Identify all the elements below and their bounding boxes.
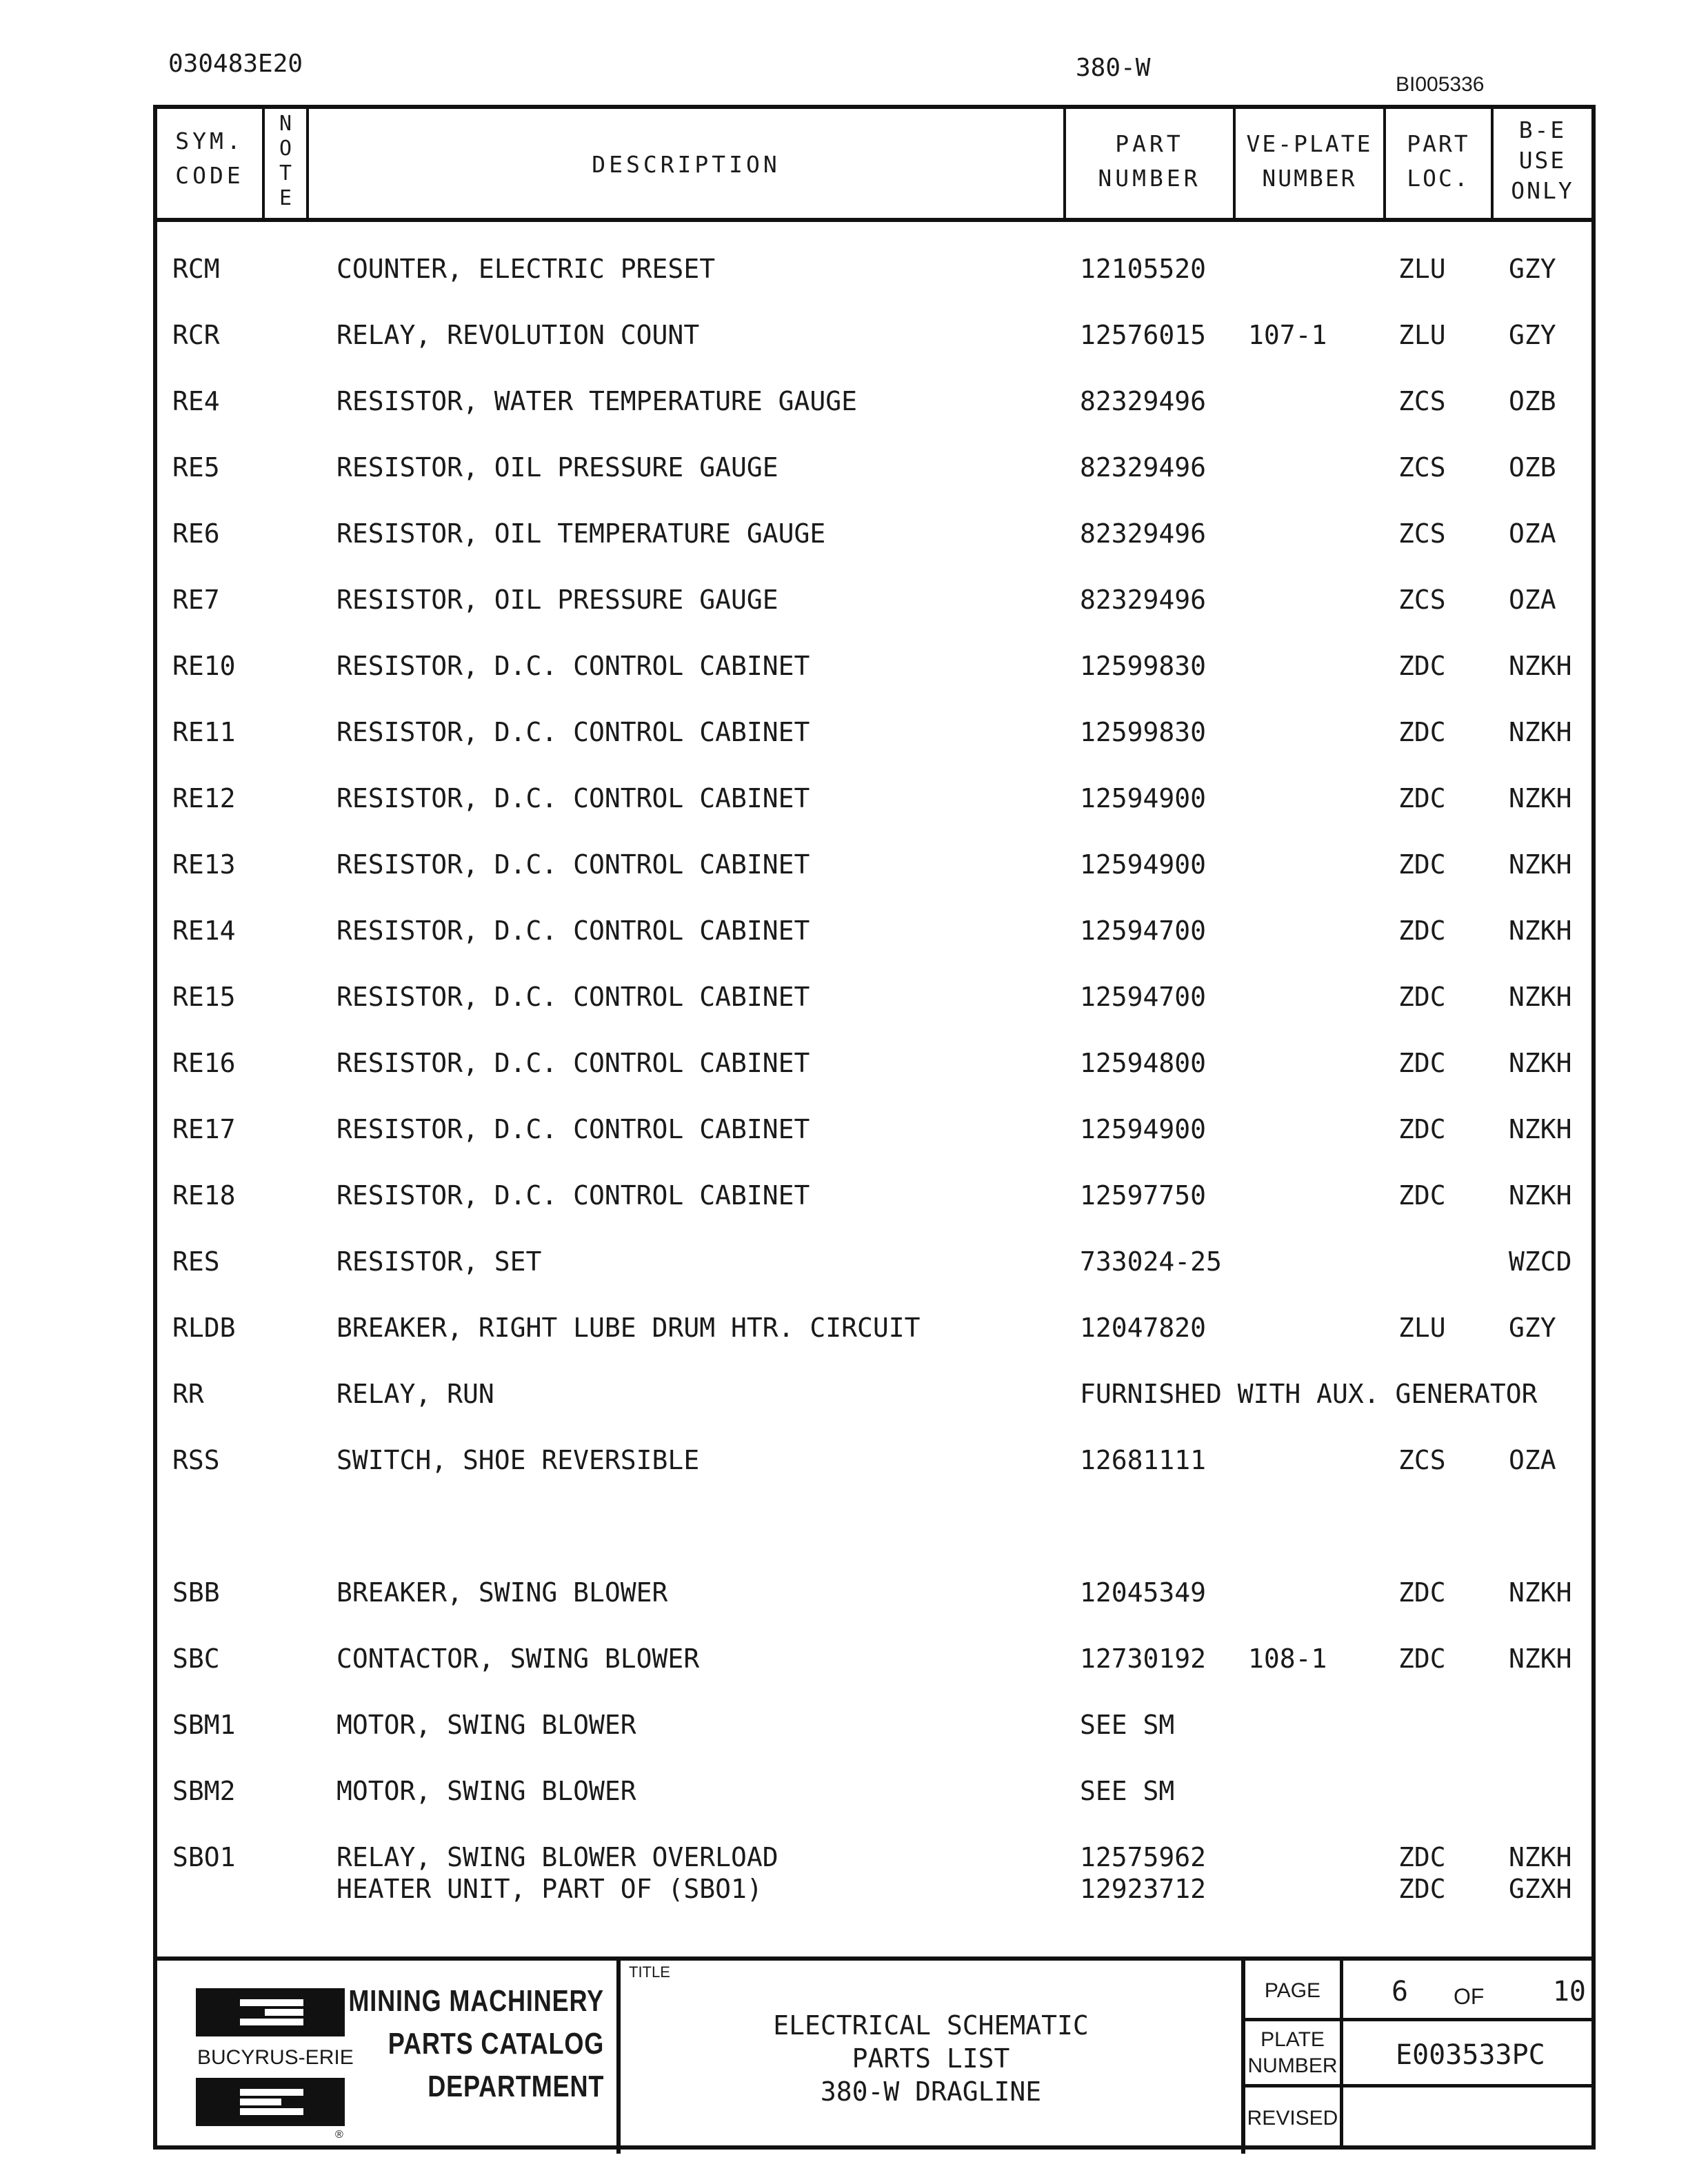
- description: RESISTOR, OIL TEMPERATURE GAUGE: [336, 518, 826, 549]
- parts-list-frame: [153, 105, 1596, 2150]
- plate-number: E003533PC: [1396, 2039, 1545, 2071]
- part-number: 12594700: [1080, 916, 1207, 946]
- sym-code: RE12: [172, 783, 236, 813]
- be-use-code: NZKH: [1509, 1048, 1572, 1078]
- description: RELAY, RUN: [336, 1379, 494, 1409]
- be-use-code: OZB: [1509, 452, 1556, 483]
- title-line-2: PARTS LIST: [852, 2043, 1010, 2074]
- sym-code: RE15: [172, 982, 236, 1012]
- part-loc: ZCS: [1398, 585, 1446, 615]
- be-use-code: OZA: [1509, 1445, 1556, 1475]
- be-use-code: WZCD: [1509, 1246, 1572, 1277]
- be-use-code: NZKH: [1509, 1644, 1572, 1674]
- description: BREAKER, SWING BLOWER: [336, 1577, 668, 1608]
- part-loc: ZDC: [1398, 982, 1446, 1012]
- part-loc: ZLU: [1398, 254, 1446, 284]
- page-number: 6: [1391, 1976, 1409, 2008]
- description: RESISTOR, D.C. CONTROL CABINET: [336, 849, 810, 880]
- sym-code: RE17: [172, 1114, 236, 1144]
- part-loc: ZLU: [1398, 320, 1446, 350]
- sym-code: SBM2: [172, 1776, 236, 1806]
- part-number: SEE SM: [1080, 1776, 1175, 1806]
- part-number: 12594900: [1080, 783, 1207, 813]
- revised-row: REVISED: [1245, 2087, 1596, 2150]
- be-use-code: GZXH: [1509, 1874, 1572, 1904]
- part-loc: ZDC: [1398, 1644, 1446, 1674]
- sym-code: RE13: [172, 849, 236, 880]
- sym-code: SBB: [172, 1577, 220, 1608]
- description: RESISTOR, D.C. CONTROL CABINET: [336, 1048, 810, 1078]
- part-number: 12681111: [1080, 1445, 1207, 1475]
- sym-code: RE10: [172, 651, 236, 681]
- description: RESISTOR, SET: [336, 1246, 542, 1277]
- part-loc: ZDC: [1398, 717, 1446, 747]
- description: RESISTOR, D.C. CONTROL CABINET: [336, 717, 810, 747]
- title-line-3: 380-W DRAGLINE: [820, 2076, 1042, 2107]
- part-number: 12594700: [1080, 982, 1207, 1012]
- title-line-1: ELECTRICAL SCHEMATIC: [773, 2010, 1089, 2041]
- part-number: 733024-25: [1080, 1246, 1222, 1277]
- part-number: SEE SM: [1080, 1710, 1175, 1740]
- sym-code: SBM1: [172, 1710, 236, 1740]
- header-part-loc: PART LOC.: [1386, 109, 1494, 218]
- reference-code: BI005336: [1396, 73, 1485, 96]
- header-sym-code: SYM. CODE: [157, 109, 265, 218]
- be-use-code: NZKH: [1509, 783, 1572, 813]
- model-number: 380-W: [1076, 54, 1151, 82]
- sym-code: RLDB: [172, 1313, 236, 1343]
- dept-line-1: MINING MACHINERY: [348, 1984, 604, 2018]
- description: MOTOR, SWING BLOWER: [336, 1710, 636, 1740]
- description: RELAY, SWING BLOWER OVERLOAD: [336, 1842, 778, 1872]
- page-of-label: OF: [1454, 1984, 1485, 2009]
- description: RESISTOR, D.C. CONTROL CABINET: [336, 1114, 810, 1144]
- be-use-code: NZKH: [1509, 651, 1572, 681]
- page-row: PAGE 6 OF 10: [1245, 1961, 1596, 2021]
- table-header: [157, 109, 1591, 222]
- header-be-use-only: B-E USE ONLY: [1511, 117, 1574, 204]
- sym-code: RCR: [172, 320, 220, 350]
- part-number: 12599830: [1080, 651, 1207, 681]
- sym-code: SBO1: [172, 1842, 236, 1872]
- company-name: BUCYRUS-ERIE: [197, 2046, 354, 2069]
- sym-code: RE6: [172, 518, 220, 549]
- part-number: 12599830: [1080, 717, 1207, 747]
- description: CONTACTOR, SWING BLOWER: [336, 1644, 700, 1674]
- header-note: N O T E: [265, 109, 309, 218]
- part-loc: ZDC: [1398, 651, 1446, 681]
- be-use-code: NZKH: [1509, 1114, 1572, 1144]
- bucyrus-erie-logo-top: [196, 1988, 345, 2036]
- part-loc: ZDC: [1398, 916, 1446, 946]
- header-ve-plate-number: VE-PLATE NUMBER: [1236, 109, 1386, 218]
- description: RESISTOR, D.C. CONTROL CABINET: [336, 982, 810, 1012]
- be-use-code: OZA: [1509, 585, 1556, 615]
- be-use-code: NZKH: [1509, 982, 1572, 1012]
- be-use-code: NZKH: [1509, 1577, 1572, 1608]
- description: RESISTOR, OIL PRESSURE GAUGE: [336, 585, 778, 615]
- sym-code: SBC: [172, 1644, 220, 1674]
- part-loc: ZDC: [1398, 1048, 1446, 1078]
- sym-code: RE7: [172, 585, 220, 615]
- part-loc: ZLU: [1398, 1313, 1446, 1343]
- title-block: [157, 1957, 1591, 2154]
- part-number: 12576015: [1080, 320, 1207, 350]
- part-number: 12730192: [1080, 1644, 1207, 1674]
- sym-code: RE14: [172, 916, 236, 946]
- sym-code: RR: [172, 1379, 204, 1409]
- part-number: 12594900: [1080, 849, 1207, 880]
- part-loc: ZDC: [1398, 783, 1446, 813]
- part-loc: ZCS: [1398, 386, 1446, 416]
- plate-number-row: PLATE NUMBER E003533PC: [1245, 2021, 1596, 2087]
- be-use-code: NZKH: [1509, 1842, 1572, 1872]
- title-label: TITLE: [629, 1963, 670, 1981]
- part-number: 12045349: [1080, 1577, 1207, 1608]
- description: RESISTOR, WATER TEMPERATURE GAUGE: [336, 386, 857, 416]
- sym-code: RE18: [172, 1180, 236, 1211]
- description: RESISTOR, D.C. CONTROL CABINET: [336, 1180, 810, 1211]
- part-number: 82329496: [1080, 585, 1207, 615]
- part-loc: ZCS: [1398, 1445, 1446, 1475]
- part-number: 82329496: [1080, 386, 1207, 416]
- page-total: 10: [1552, 1976, 1586, 2008]
- bucyrus-erie-logo-bottom: [196, 2078, 345, 2126]
- description: RELAY, REVOLUTION COUNT: [336, 320, 700, 350]
- sym-code: RE16: [172, 1048, 236, 1078]
- description: MOTOR, SWING BLOWER: [336, 1776, 636, 1806]
- part-loc: ZDC: [1398, 1874, 1446, 1904]
- be-use-code: GZY: [1509, 1313, 1556, 1343]
- part-number: 12594800: [1080, 1048, 1207, 1078]
- part-loc: ZCS: [1398, 452, 1446, 483]
- description: HEATER UNIT, PART OF (SBO1): [336, 1874, 763, 1904]
- part-loc: ZDC: [1398, 1577, 1446, 1608]
- description: BREAKER, RIGHT LUBE DRUM HTR. CIRCUIT: [336, 1313, 921, 1343]
- dept-line-3: DEPARTMENT: [427, 2070, 604, 2103]
- be-use-code: GZY: [1509, 320, 1556, 350]
- be-use-code: NZKH: [1509, 1180, 1572, 1211]
- part-number: 12047820: [1080, 1313, 1207, 1343]
- part-loc: ZDC: [1398, 1114, 1446, 1144]
- ve-plate-number: 108-1: [1248, 1644, 1327, 1674]
- header-description: DESCRIPTION: [309, 109, 1066, 218]
- header-part-number: PART NUMBER: [1066, 109, 1236, 218]
- description: RESISTOR, OIL PRESSURE GAUGE: [336, 452, 778, 483]
- sym-code: RSS: [172, 1445, 220, 1475]
- furnished-note: FURNISHED WITH AUX. GENERATOR: [1080, 1379, 1538, 1409]
- be-use-code: OZB: [1509, 386, 1556, 416]
- sym-code: RE5: [172, 452, 220, 483]
- part-loc: ZDC: [1398, 849, 1446, 880]
- description: RESISTOR, D.C. CONTROL CABINET: [336, 651, 810, 681]
- title-cell: [621, 1961, 1245, 2154]
- part-number: 82329496: [1080, 452, 1207, 483]
- part-number: 12594900: [1080, 1114, 1207, 1144]
- sym-code: RES: [172, 1246, 220, 1277]
- part-number: 12575962: [1080, 1842, 1207, 1872]
- be-use-code: GZY: [1509, 254, 1556, 284]
- be-use-code: NZKH: [1509, 916, 1572, 946]
- info-cell: [1245, 1961, 1596, 2154]
- dept-line-2: PARTS CATALOG: [388, 2027, 604, 2061]
- part-loc: ZDC: [1398, 1180, 1446, 1211]
- logo-cell: [157, 1961, 621, 2154]
- ve-plate-number: 107-1: [1248, 320, 1327, 350]
- sym-code: RE11: [172, 717, 236, 747]
- description: RESISTOR, D.C. CONTROL CABINET: [336, 916, 810, 946]
- be-use-code: OZA: [1509, 518, 1556, 549]
- description: SWITCH, SHOE REVERSIBLE: [336, 1445, 700, 1475]
- part-number: 82329496: [1080, 518, 1207, 549]
- be-use-code: NZKH: [1509, 717, 1572, 747]
- registered-mark-icon: ®: [335, 2129, 343, 2141]
- sym-code: RCM: [172, 254, 220, 284]
- part-number: 12923712: [1080, 1874, 1207, 1904]
- part-number: 12597750: [1080, 1180, 1207, 1211]
- part-loc: ZDC: [1398, 1842, 1446, 1872]
- description: COUNTER, ELECTRIC PRESET: [336, 254, 716, 284]
- description: RESISTOR, D.C. CONTROL CABINET: [336, 783, 810, 813]
- document-code: 030483E20: [168, 50, 303, 78]
- part-loc: ZCS: [1398, 518, 1446, 549]
- part-number: 12105520: [1080, 254, 1207, 284]
- be-use-code: NZKH: [1509, 849, 1572, 880]
- sym-code: RE4: [172, 386, 220, 416]
